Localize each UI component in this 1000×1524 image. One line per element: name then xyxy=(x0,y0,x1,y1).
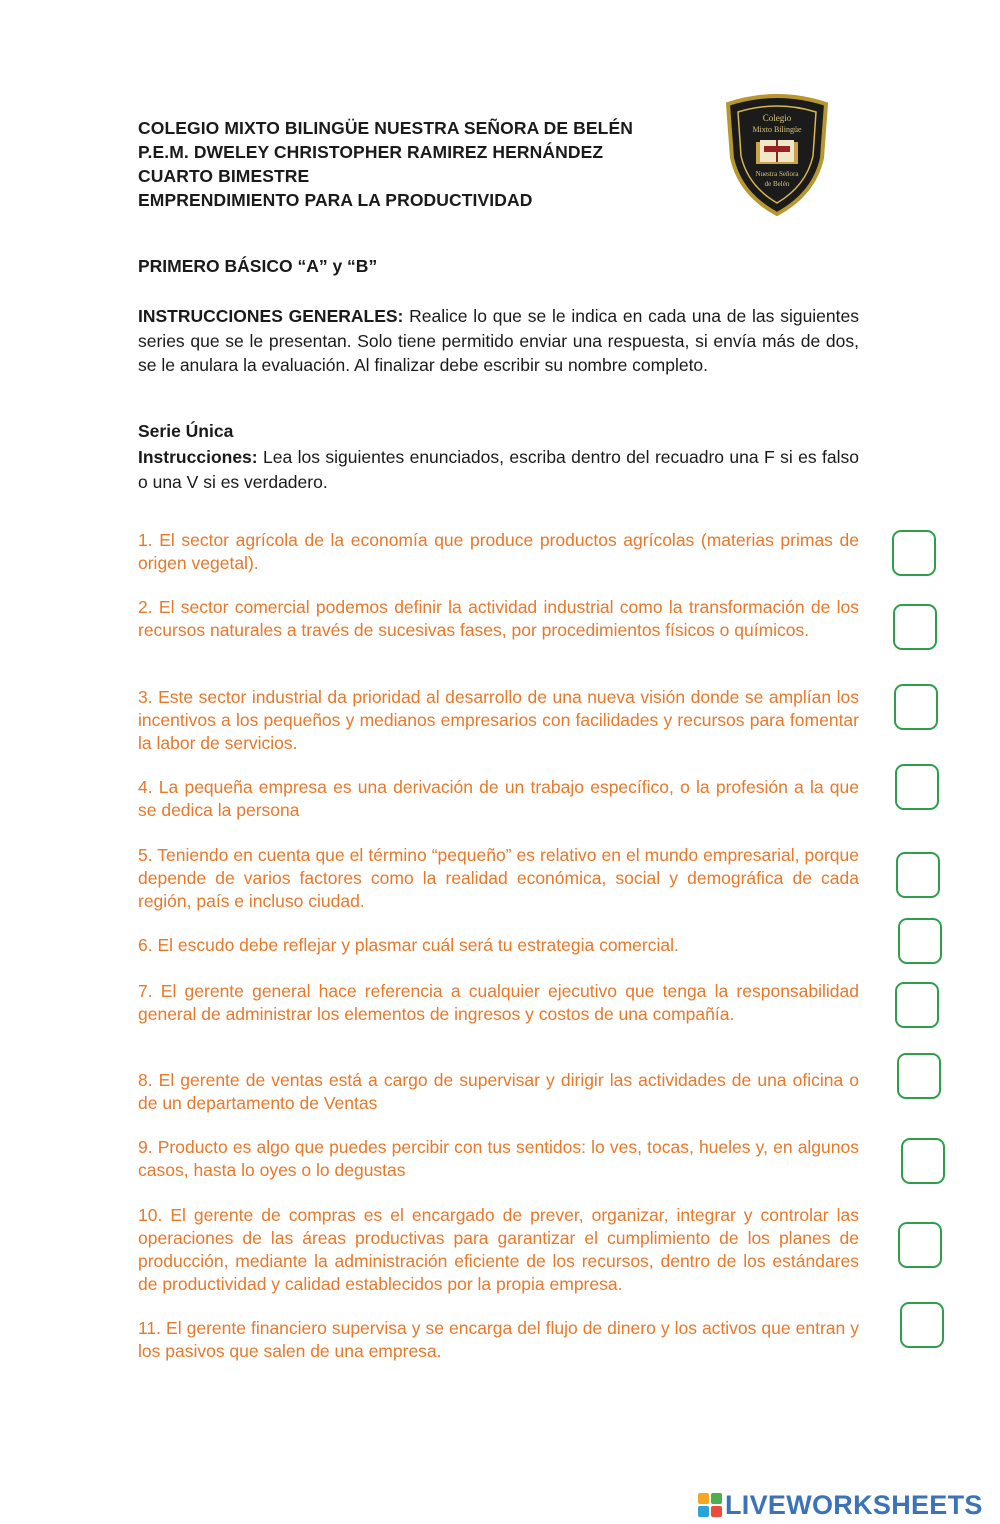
question-8: 8. El gerente de ventas está a cargo de supervisar y dirigir las actividades de una oficina o de un departamento de Ventas xyxy=(138,1070,859,1113)
question-1: 1. El sector agrícola de la economía que produce productos agrícolas (materias primas de origen vegetal). xyxy=(138,530,859,573)
serie-instructions xyxy=(138,445,859,494)
school-name: COLEGIO MIXTO BILINGÜE NUESTRA SEÑORA DE BELÉN xyxy=(138,118,633,138)
crest-text-4: de Belén xyxy=(764,180,790,188)
serie-instructions-text: Lea los siguientes enunciados, escriba dentro del recuadro una F si es falso o una V si es verdadero. xyxy=(138,447,859,492)
answer-box-8[interactable] xyxy=(897,1053,941,1099)
general-instructions-text: Realice lo que se le indica en cada una de las siguientes series que se le presentan. Solo tiene permitido enviar una respuesta, si envía más de dos, se le anulara la evaluación. Al finalizar debe escribir su nombre completo. xyxy=(138,306,859,375)
answer-box-11[interactable] xyxy=(900,1302,944,1348)
answer-box-5[interactable] xyxy=(896,852,940,898)
answer-box-2[interactable] xyxy=(893,604,937,650)
serie-instructions-label: Instrucciones: xyxy=(138,447,258,467)
question-5: 5. Teniendo en cuenta que el término “pequeño” es relativo en el mundo empresarial, porque depende de varios factores como la realidad económica, social y demográfica de cada región, país e incluso ciudad. xyxy=(138,845,859,911)
answer-box-6[interactable] xyxy=(898,918,942,964)
liveworksheets-logo-icon xyxy=(698,1493,722,1517)
grade-title: PRIMERO BÁSICO “A” y “B” xyxy=(138,256,378,276)
answer-box-1[interactable] xyxy=(892,530,936,576)
general-instructions-label: INSTRUCCIONES GENERALES: xyxy=(138,306,404,326)
question-6: 6. El escudo debe reflejar y plasmar cuál será tu estrategia comercial. xyxy=(138,935,679,955)
question-7: 7. El gerente general hace referencia a cualquier ejecutivo que tenga la responsabilidad general de administrar los elementos de ingresos y costos de una compañía. xyxy=(138,981,859,1024)
answer-box-7[interactable] xyxy=(895,982,939,1028)
question-9: 9. Producto es algo que puedes percibir con tus sentidos: lo ves, tocas, hueles y, en algunos casos, hasta lo oyes o lo degustas xyxy=(138,1137,859,1180)
brand-text: LIVEWORKSHEETS xyxy=(725,1489,983,1520)
question-11: 11. El gerente financiero supervisa y se encarga del flujo de dinero y los activos que entran y los pasivos que salen de una empresa. xyxy=(138,1318,859,1361)
answer-box-10[interactable] xyxy=(898,1222,942,1268)
serie-title: Serie Única xyxy=(138,421,234,441)
question-4: 4. La pequeña empresa es una derivación de un trabajo específico, o la profesión a la que se dedica la persona xyxy=(138,777,859,820)
question-2: 2. El sector comercial podemos definir la actividad industrial como la transformación de los recursos naturales a través de sucesivas fases, por procedimientos físicos o químicos. xyxy=(138,597,859,640)
question-3: 3. Este sector industrial da prioridad al desarrollo de una nueva visión donde se amplían los incentivos a los pequeños y medianos empresarios con facilidades y recursos para fomentar la labor de servicios. xyxy=(138,687,859,753)
teacher-name: P.E.M. DWELEY CHRISTOPHER RAMIREZ HERNÁNDEZ xyxy=(138,142,604,162)
question-10: 10. El gerente de compras es el encargado de prever, organizar, integrar y controlar las operaciones de las áreas productivas para garantizar el cumplimiento de los planes de producción, mediante la administración eficiente de los recursos, dentro de los estándares de productividad y calidad establecidos por la propia empresa. xyxy=(138,1205,859,1294)
crest-text-3: Nuestra Señora xyxy=(755,170,799,178)
answer-box-3[interactable] xyxy=(894,684,938,730)
document-header xyxy=(138,116,633,212)
answer-box-4[interactable] xyxy=(895,764,939,810)
general-instructions xyxy=(138,304,859,378)
term: CUARTO BIMESTRE xyxy=(138,166,310,186)
crest-text-2: Mixto Bilingüe xyxy=(752,125,802,134)
subject: EMPRENDIMIENTO PARA LA PRODUCTIVIDAD xyxy=(138,190,533,210)
answer-box-9[interactable] xyxy=(901,1138,945,1184)
liveworksheets-brand xyxy=(698,1490,983,1520)
crest-text-1: Colegio xyxy=(762,113,792,123)
school-crest-icon xyxy=(722,90,832,218)
